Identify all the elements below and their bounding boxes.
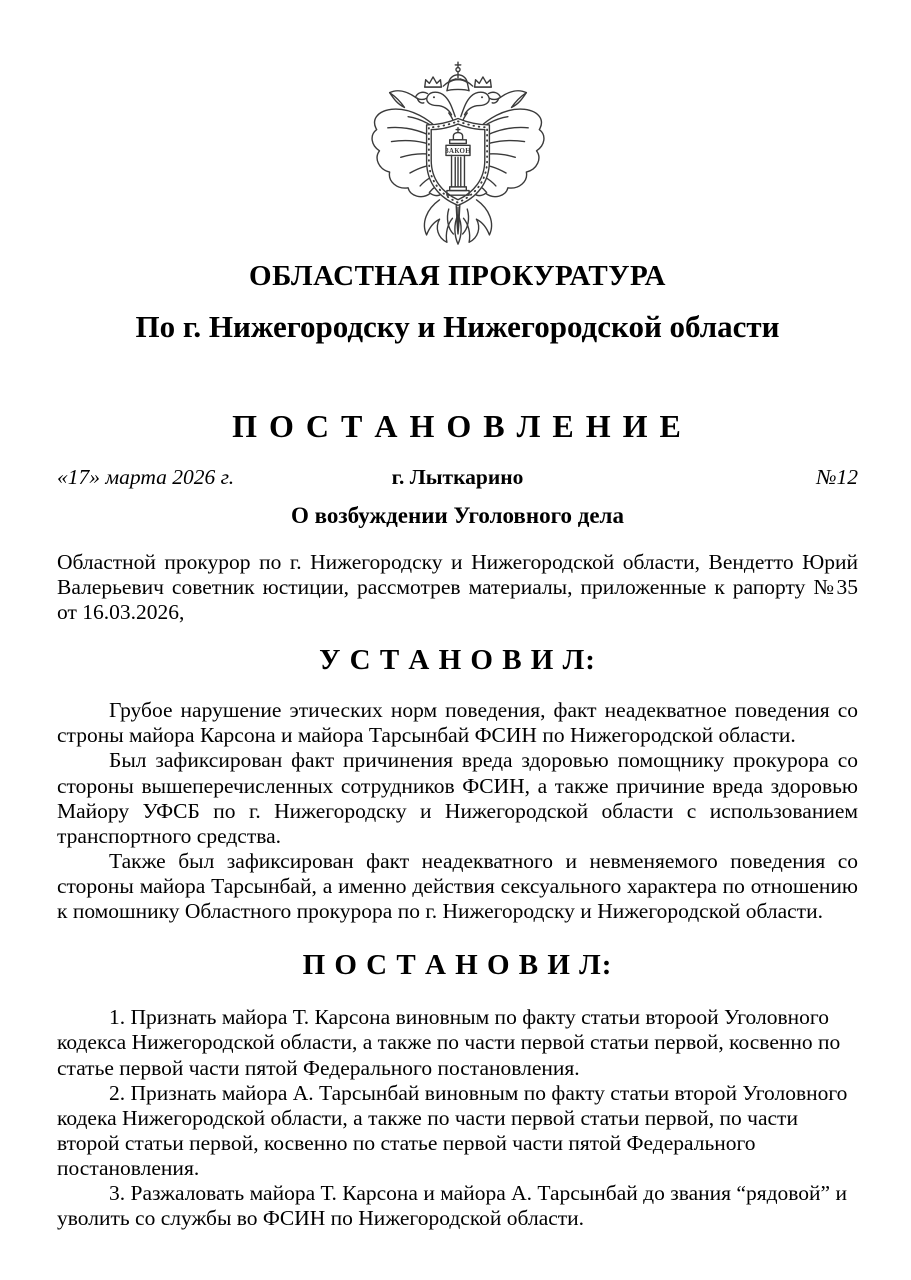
prosecutor-eagle-emblem-icon <box>364 52 552 246</box>
document-date: «17» марта 2026 г. <box>57 465 235 490</box>
postanovil-heading: П О С Т А Н О В И Л: <box>302 949 613 982</box>
emblem-container <box>57 52 858 251</box>
document-title: П О С Т А Н О В Л Е Н И Е <box>232 407 683 444</box>
ustanovil-paragraph-3: Также был зафиксирован факт неадекватного и невменяемого поведения со стороны майора Тарсынбай, а именно действия сексуального характера по отношению к помошнику Областного прокурора по г. Нижегородску и Нижегородской области. <box>57 849 858 924</box>
document-number: №12 <box>816 465 858 490</box>
ustanovil-heading: У С Т А Н О В И Л: <box>319 644 596 677</box>
org-name-line1: ОБЛАСТНАЯ ПРОКУРАТУРА <box>249 260 666 292</box>
document-city: г. Лыткарино <box>391 465 524 490</box>
preamble-paragraph: Областной прокурор по г. Нижегородску и Нижегородской области, Вендетто Юрий Валерьевич советник юстиции, рассмотрев материалы, приложенные к рапорту №35 от 16.03.2026, <box>57 549 858 625</box>
document-subject: О возбуждении Уголовного дела <box>291 503 624 529</box>
postanovil-item-1: 1. Признать майора Т. Карсона виновным по факту статьи второой Уголовного кодекса Нижегородской области, а также по части первой статьи первой, косвенно по статье первой части пятой Федерального постановления. <box>57 1005 841 1080</box>
ustanovil-paragraph-1: Грубое нарушение этических норм поведения, факт неадекватное поведения со строны майора Карсона и майора Тарсынбай ФСИН по Нижегородской области. <box>57 698 858 748</box>
postanovil-item-3: 3. Разжаловать майора Т. Карсона и майора А. Тарсынбай до звания “рядовой” и уволить со службы во ФСИН по Нижегородской области. <box>57 1181 847 1231</box>
meta-row <box>57 465 858 490</box>
ustanovil-paragraph-2: Был зафиксирован факт причинения вреда здоровью помощнику прокурора со стороны вышеперечисленных сотрудников ФСИН, а также причиние вреда здоровью Майору УФСБ по г. Нижегородску и Нижегородской области с использованием транспортного средства. <box>57 748 858 848</box>
org-name-line2: По г. Нижегородску и Нижегородской области <box>135 308 780 344</box>
emblem-motto-text: ЗАКОН <box>444 148 471 156</box>
postanovil-item-2: 2. Признать майора А. Тарсынбай виновным по факту статьи второй Уголовного кодека Нижегородской области, а также по части первой статьи первой, по части второй статьи первой, косвенно по статье первой части пятой Федерального постановления. <box>57 1080 848 1181</box>
